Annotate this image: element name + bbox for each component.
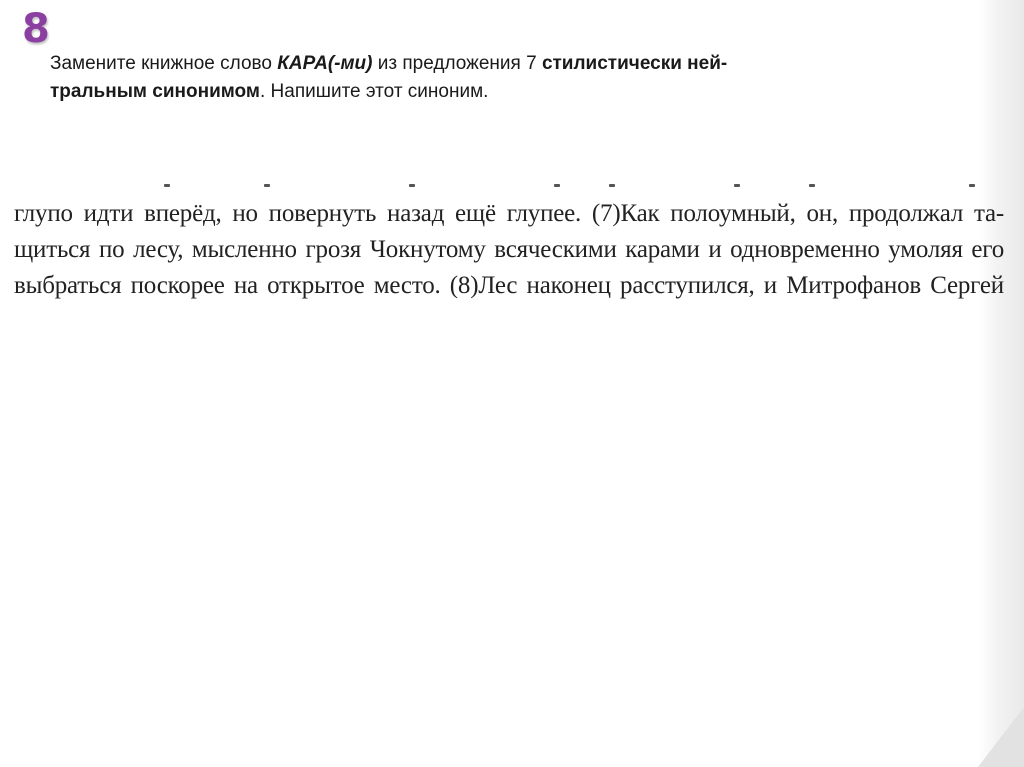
task-emphasis-2: тральным синонимом — [50, 81, 260, 102]
task-keyword: КАРА(-ми) — [277, 53, 373, 74]
scan-speck — [809, 184, 815, 187]
passage-line: выбраться поскорее на открытое место. (8)Лес наконец расступился, и Митрофанов Сергей — [14, 272, 1004, 299]
text-passage — [14, 196, 1004, 304]
task-instruction — [50, 50, 950, 106]
scan-speck — [609, 184, 615, 187]
task-text-2: из предложения 7 — [372, 53, 542, 74]
scan-speck — [969, 184, 975, 187]
passage-line: глупо идти вперёд, но повернуть назад ещё глупее. (7)Как полоумный, он, продолжал та- — [14, 200, 1004, 227]
scan-speck — [554, 184, 560, 187]
scan-speck — [734, 184, 740, 187]
task-text-3: . Напишите этот синоним. — [259, 81, 489, 102]
scan-speck — [264, 184, 270, 187]
passage-line: щиться по лесу, мысленно грозя Чокнутому всяческими карами и одновременно умоляя его — [14, 236, 1004, 263]
task-emphasis-1: стилистически ней- — [541, 53, 728, 74]
slide-right-edge — [978, 0, 1024, 767]
scan-speck — [409, 184, 415, 187]
scan-speck — [164, 184, 170, 187]
task-text-1: Замените книжное слово — [50, 53, 278, 74]
page-fold — [978, 707, 1024, 767]
scan-artifacts — [14, 180, 1004, 190]
slide-number: 8 — [22, 6, 50, 52]
